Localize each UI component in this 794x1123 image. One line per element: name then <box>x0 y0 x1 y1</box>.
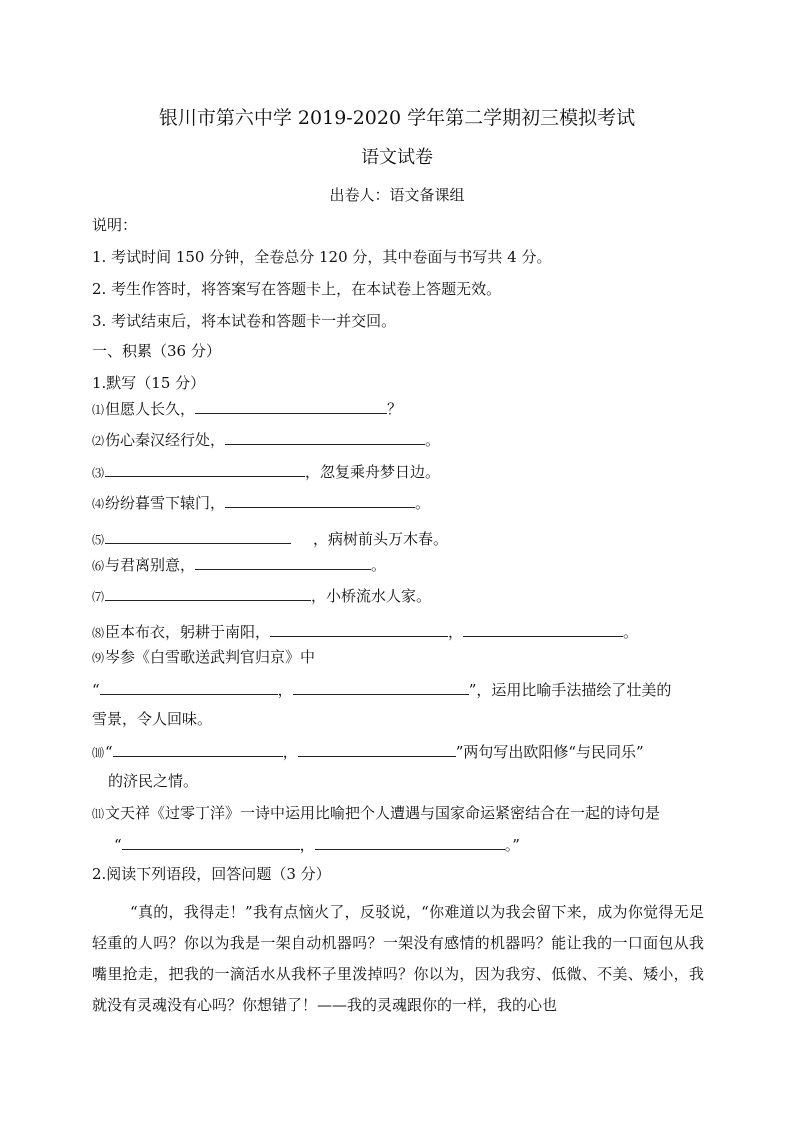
open-quote: “ <box>105 743 113 761</box>
dictation-item-3 <box>92 460 440 483</box>
answer-blank[interactable] <box>270 620 448 637</box>
item-end: ？ <box>387 400 403 418</box>
answer-blank[interactable] <box>298 740 456 757</box>
dictation-item-1 <box>92 397 402 420</box>
dictation-item-6 <box>92 553 386 576</box>
item-number: ⑺ <box>92 590 105 604</box>
item-sep: ， <box>282 743 298 761</box>
reading-passage <box>92 897 704 1021</box>
instruction-item: 2. 考生作答时，将答案写在答题卡上，在本试卷上答题无效。 <box>92 280 502 298</box>
answer-blank[interactable] <box>113 740 283 757</box>
answer-blank[interactable] <box>225 491 415 508</box>
answer-blank[interactable] <box>195 553 371 570</box>
answer-blank[interactable] <box>100 678 278 695</box>
passage-text: “真的，我得走！”我有点恼火了，反驳说，“你难道以为我会留下来，成为你觉得无足轻重的人吗？你以为我是一架自动机器吗？一架没有感情的机器吗？能让我的一口面包从我嘴里抢走，把我的一滴活水从我杯子里泼掉吗？你以为，因为我穷、低微、不美、矮小，我就没有灵魂没有心吗？你想错了！——我的灵魂跟你的一样，我的心也 <box>92 903 704 1014</box>
item-close: ”两句写出欧阳修“与民同乐” <box>455 743 644 761</box>
item-prompt: 纷纷暮雪下辕门， <box>105 494 226 512</box>
instruction-item: 1. 考试时间 150 分钟，全卷总分 120 分，其中卷面与书写共 4 分。 <box>92 248 552 266</box>
item-prompt: 臣本布衣，躬耕于南阳， <box>105 623 271 641</box>
question-heading: 1.默写（15 分） <box>92 374 206 392</box>
answer-blank[interactable] <box>463 620 623 637</box>
item-number: ⑻ <box>92 626 105 640</box>
dictation-item-4 <box>92 491 430 514</box>
item-prompt: 但愿人长久， <box>105 400 196 418</box>
item-number: ⑼ <box>92 651 105 665</box>
item-end: ，小桥流水人家。 <box>311 587 432 605</box>
item-number: ⑽ <box>92 746 105 760</box>
item-end: 。 <box>415 494 431 512</box>
dictation-item-8 <box>92 620 638 643</box>
item-end: 。 <box>425 431 441 449</box>
item-sep: ， <box>448 623 464 641</box>
item-end: 。 <box>371 556 387 574</box>
item-number: ⑸ <box>92 533 105 547</box>
item-number: ⑴ <box>92 403 105 417</box>
instruction-item: 3. 考试结束后，将本试卷和答题卡一并交回。 <box>92 312 397 330</box>
answer-blank[interactable] <box>105 460 305 477</box>
open-quote: “ <box>92 681 100 699</box>
item-prompt: 岑参《白雪歌送武判官归京》中 <box>105 648 316 666</box>
dictation-item-11-line2 <box>114 833 520 855</box>
item-number: ⑹ <box>92 559 105 573</box>
dictation-item-10-line2: 的济民之情。 <box>108 772 199 790</box>
dictation-item-7 <box>92 584 431 607</box>
author-line: 出卷人：语文备课组 <box>329 186 465 204</box>
item-end: ，忽复乘舟梦日边。 <box>305 463 441 481</box>
item-close: ”，运用比喻手法描绘了壮美的 <box>468 681 672 699</box>
exam-title: 银川市第六中学 2019-2020 学年第二学期初三模拟考试 <box>158 107 636 129</box>
dictation-item-11 <box>92 803 660 824</box>
dictation-item-9-line2 <box>92 678 671 700</box>
item-sep: ， <box>277 681 293 699</box>
answer-blank[interactable] <box>195 397 387 414</box>
dictation-item-9 <box>92 647 315 668</box>
item-prompt: 伤心秦汉经行处， <box>105 431 226 449</box>
question-heading: 2.阅读下列语段，回答问题（3 分） <box>92 865 331 883</box>
instructions-heading: 说明： <box>92 216 138 234</box>
item-number: ⑷ <box>92 497 105 511</box>
item-end: 。 <box>623 623 639 641</box>
answer-blank[interactable] <box>122 833 300 850</box>
paper-subtitle: 语文试卷 <box>361 147 433 168</box>
section-heading: 一、积累（36 分） <box>92 342 221 360</box>
item-prompt: 与君离别意， <box>105 556 196 574</box>
answer-blank[interactable] <box>105 584 311 601</box>
item-number: ⑾ <box>92 807 105 821</box>
item-number: ⑵ <box>92 434 105 448</box>
open-quote: “ <box>114 836 122 854</box>
dictation-item-5 <box>92 527 448 550</box>
dictation-item-10 <box>92 740 644 763</box>
item-close: 。” <box>504 836 520 854</box>
answer-blank[interactable] <box>293 678 469 695</box>
item-sep: ， <box>299 836 315 854</box>
answer-blank[interactable] <box>225 428 425 445</box>
item-number: ⑶ <box>92 466 105 480</box>
dictation-item-9-line3: 雪景，令人回味。 <box>92 710 213 728</box>
dictation-item-2 <box>92 428 440 451</box>
answer-blank[interactable] <box>315 833 505 850</box>
item-end: ，病树前头万木春。 <box>313 530 449 548</box>
answer-blank[interactable] <box>105 527 291 544</box>
item-prompt: 文天祥《过零丁洋》一诗中运用比喻把个人遭遇与国家命运紧密结合在一起的诗句是 <box>105 804 661 822</box>
